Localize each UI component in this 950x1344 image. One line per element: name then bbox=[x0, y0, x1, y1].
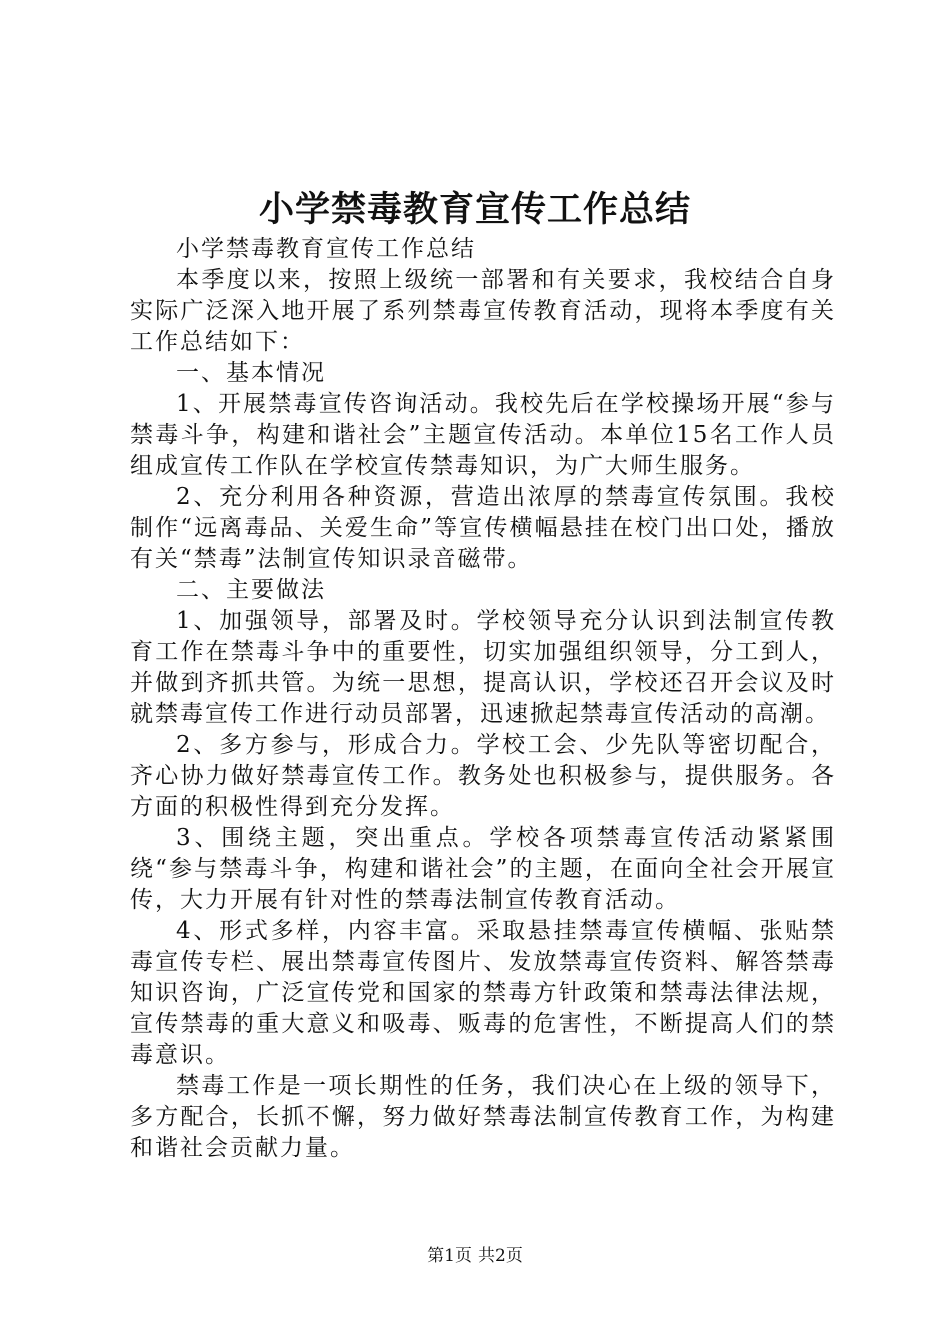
paragraph-basic-1: 1、开展禁毒宣传咨询活动。我校先后在学校操场开展“参与禁毒斗争，构建和谐社会”主题宣传活动。本单位15名工作人员组成宣传工作队在学校宣传禁毒知识，为广大师生服务。 bbox=[130, 391, 836, 479]
document-body bbox=[130, 234, 836, 1164]
paragraph-method-3: 3、围绕主题，突出重点。学校各项禁毒宣传活动紧紧围绕“参与禁毒斗争，构建和谐社会”的主题，在面向全社会开展宣传，大力开展有针对性的禁毒法制宣传教育活动。 bbox=[130, 825, 836, 913]
paragraph-subtitle: 小学禁毒教育宣传工作总结 bbox=[176, 236, 476, 262]
page-number-total: 共2页 bbox=[478, 1246, 523, 1266]
paragraph-basic-2: 2、充分利用各种资源，营造出浓厚的禁毒宣传氛围。我校制作“远离毒品、关爱生命”等宣传横幅悬挂在校门出口处，播放有关“禁毒”法制宣传知识录音磁带。 bbox=[130, 484, 836, 572]
paragraph-method-2: 2、多方参与，形成合力。学校工会、少先队等密切配合，齐心协力做好禁毒宣传工作。教务处也积极参与，提供服务。各方面的积极性得到充分发挥。 bbox=[130, 732, 836, 820]
paragraph-conclusion: 禁毒工作是一项长期性的任务，我们决心在上级的领导下，多方配合，长抓不懈，努力做好禁毒法制宣传教育工作，为构建和谐社会贡献力量。 bbox=[130, 1073, 836, 1161]
page-footer bbox=[0, 1244, 950, 1268]
section-heading-methods: 二、主要做法 bbox=[176, 577, 326, 603]
paragraph-method-4: 4、形式多样，内容丰富。采取悬挂禁毒宣传横幅、张贴禁毒宣传专栏、展出禁毒宣传图片、发放禁毒宣传资料、解答禁毒知识咨询，广泛宣传党和国家的禁毒方针政策和禁毒法律法规，宣传禁毒的重大意义和吸毒、贩毒的危害性，不断提高人们的禁毒意识。 bbox=[130, 918, 836, 1068]
section-heading-basic: 一、基本情况 bbox=[176, 360, 326, 386]
paragraph-intro: 本季度以来，按照上级统一部署和有关要求，我校结合自身实际广泛深入地开展了系列禁毒宣传教育活动，现将本季度有关工作总结如下： bbox=[130, 267, 836, 355]
page-number-current: 第1页 bbox=[427, 1246, 472, 1266]
paragraph-method-1: 1、加强领导，部署及时。学校领导充分认识到法制宣传教育工作在禁毒斗争中的重要性，切实加强组织领导，分工到人，并做到齐抓共管。为统一思想，提高认识，学校还召开会议及时就禁毒宣传工作进行动员部署，迅速掀起禁毒宣传活动的高潮。 bbox=[130, 608, 836, 727]
document-title: 小学禁毒教育宣传工作总结 bbox=[258, 189, 691, 230]
